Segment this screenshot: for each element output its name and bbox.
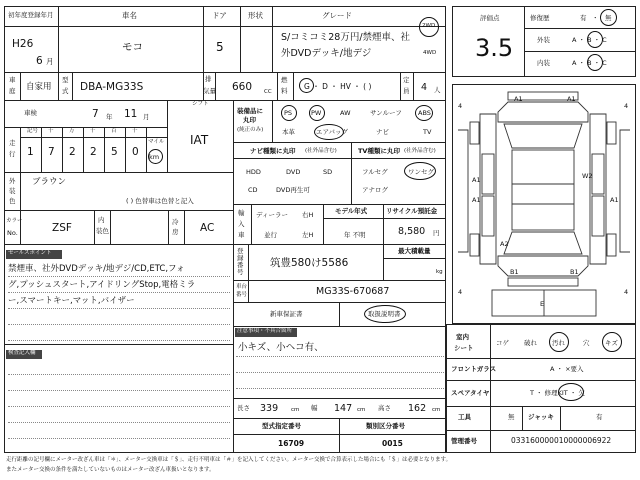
seat-tear: 破れ [524, 339, 537, 347]
glass-label: フロントガラス [451, 365, 497, 373]
car-outline-right-door-1 [592, 154, 604, 194]
navi-dvd-play: DVD再生可 [276, 186, 310, 194]
car-outline-rear-window [504, 232, 582, 254]
footer-line-1: 走行距離の記号欄にメーター改ざん車は「＊」、メーター交換車は「＄」、走行不明車は「＃」を記入してください。メーター交換で合算表示した場合にも「＄」は必要となります。 [6, 457, 452, 463]
interior-grades: A ・ B ・ C [572, 59, 607, 67]
mileage-digit: 7 [48, 146, 55, 158]
shift-value: IAT [190, 133, 209, 147]
mileage-digit-header: 十 [132, 128, 138, 134]
displacement: 660 [232, 81, 253, 93]
height-label: 高さ [378, 404, 391, 412]
displacement-label-b: 気量 [203, 87, 216, 95]
max-load-label: 最大積載量 [398, 247, 431, 255]
repair-label: 修復歴 [530, 14, 550, 22]
spare-kit-circle [558, 383, 584, 401]
car-outline-windshield [504, 124, 582, 148]
mileage-digit-header: 万 [69, 128, 75, 134]
score-value: 3.5 [475, 34, 514, 62]
first-reg-year: H26 [12, 38, 34, 50]
usage-label-a: 車 [9, 76, 16, 84]
import-right-h: 右H [302, 211, 314, 219]
shift-label: シフト [192, 101, 209, 107]
color-label-b: 装 [9, 187, 16, 195]
equip-aw: AW [340, 109, 351, 117]
fuel-label-b: 料 [281, 87, 288, 95]
length-value: 339 [260, 403, 279, 414]
car-name: モコ [122, 41, 143, 53]
wheel-front-right [607, 122, 616, 144]
diag-label-a2: A2 [500, 240, 509, 248]
ac-label-a: 冷 [172, 218, 179, 226]
repair-yes: 有 [580, 14, 587, 22]
diag-label-b1-right: B1 [570, 268, 579, 276]
model-label-b: 式 [62, 87, 69, 95]
width-value: 147 [334, 403, 353, 414]
wheel-front-left [470, 122, 479, 144]
tv-oneseg: ワンセグ [408, 168, 434, 176]
first-reg-month: 6 [36, 55, 43, 67]
model-year-label: モデル年式 [335, 207, 368, 215]
sales-point-line-3: ー,スマートキー,マット,バイザー [8, 296, 135, 306]
category-value: 0015 [382, 439, 403, 448]
inspection-year: 7 [92, 108, 99, 120]
mgmt-value: 033160000010000006922 [511, 436, 612, 445]
width-unit: cm [357, 407, 366, 413]
notes-text: 小キズ、小ヘコ有、 [238, 342, 324, 353]
grade-line-2: 外DVDデッキ/地デジ [281, 48, 372, 59]
seat-label-b: シート [454, 344, 474, 352]
tool-value: 無 [508, 413, 515, 421]
diag-label-a1-left-b: A1 [472, 196, 481, 204]
height-value: 162 [408, 403, 427, 414]
inspection-month: 11 [124, 108, 138, 120]
owner-manual: 取扱説明書 [368, 310, 401, 318]
damage-diagram [452, 84, 636, 324]
car-outline-right-door-2 [592, 196, 604, 236]
tv-type-title: TV種類に丸印 [358, 147, 400, 155]
mileage-digit-header: 十 [48, 128, 54, 134]
car-outline-left-door-1 [482, 154, 494, 194]
diag-label-tl: 4 [458, 102, 463, 110]
diag-label-b1-left: B1 [510, 268, 519, 276]
tv-fullseg: フルセグ [362, 168, 388, 176]
car-outline-front [498, 102, 588, 122]
first-reg-month-unit: 月 [46, 57, 54, 66]
notes-label: 注意事項・不具合箇所 [237, 328, 293, 334]
navi-dvd: DVD [286, 168, 301, 176]
rear-bumper [508, 278, 578, 286]
width-label: 幅 [311, 404, 318, 412]
sales-point-label: セールスポイント [8, 250, 52, 256]
interior-b-circle [587, 54, 603, 71]
displacement-unit: CC [264, 89, 272, 95]
category-label: 類別区分番号 [366, 422, 405, 430]
fuel-label-a: 燃 [281, 76, 288, 84]
equipment-label-b: 丸印 [243, 116, 256, 124]
km-circle [148, 149, 163, 164]
equip-abs: ABS [418, 109, 431, 117]
type-spec-value: 16709 [278, 439, 305, 448]
chassis-label-b: 番号 [236, 292, 248, 298]
max-load-unit: kg [436, 269, 443, 275]
car-name-label: 車名 [122, 11, 137, 20]
car-outline-roof [512, 150, 574, 230]
equip-ps: PS [284, 109, 293, 117]
fuel-options: G ・ D ・ HV ・ ( ) [304, 82, 372, 91]
equip-pw: PW [311, 109, 322, 117]
equip-sunroof: サンルーフ [370, 109, 402, 117]
seat-label-a: 室内 [456, 333, 469, 341]
grade-line-1: S/コミコミ28万円/禁煙車、社 [281, 32, 411, 43]
seat-scratch: キズ [605, 339, 618, 347]
side-view-left [458, 130, 468, 252]
seat-hole: 穴 [583, 339, 590, 347]
wheel-rear-left [470, 234, 479, 256]
spare-options: T ・ 修理KIT ・ 欠 [530, 389, 585, 397]
glass-options: A ・ ×要入 [550, 365, 584, 373]
jack-value: 有 [596, 413, 603, 421]
mileage-digit: 5 [111, 146, 118, 158]
diag-label-a1-left-a: A1 [472, 176, 481, 184]
import-left-h: 左H [302, 231, 314, 239]
length-label: 長さ [237, 404, 250, 412]
interior-color-label-b: 装色 [96, 227, 109, 235]
capacity-label-a: 定 [403, 76, 410, 84]
mileage-digit: 2 [69, 146, 76, 158]
seat-stain: 汚れ [552, 339, 565, 347]
mileage-unit-km: km [149, 153, 160, 161]
registration-label-d: 号 [237, 268, 244, 276]
exterior-grades: A ・ B ・ C [572, 36, 607, 44]
length-unit: cm [291, 407, 300, 413]
equip-tv: TV [423, 128, 432, 136]
sales-point-line-2: グ,プッシュスタート,アイドリングStop,電格ミラ [8, 280, 196, 290]
import-label-b: 入 [238, 220, 245, 228]
shape-label: 形状 [248, 11, 263, 20]
inspection-year-unit: 年 [106, 113, 113, 121]
mileage-digit: 1 [27, 146, 34, 158]
diag-label-a1-top-right: A1 [567, 95, 576, 103]
interior-color-label-a: 内 [98, 216, 105, 224]
chassis-label-a: 車台 [236, 284, 248, 290]
footer-line-2: またメーター交換の条件を満たしていないものはメーター改ざん車扱いとなります。 [6, 467, 215, 473]
seat-burn: コゲ [496, 339, 509, 347]
exterior-b-circle [587, 31, 603, 48]
equipment-label-a: 装備品に [237, 107, 263, 115]
first-reg-label: 初年度登録年月 [8, 11, 54, 19]
diag-label-a1-top-left: A1 [514, 95, 523, 103]
capacity-unit: 人 [434, 86, 441, 94]
capacity: 4 [421, 82, 428, 93]
diag-label-br: 4 [624, 288, 629, 296]
navi-cd: CD [248, 186, 258, 194]
recycle-label: リサイクル預託金 [386, 207, 438, 215]
registration-label-a: 登 [237, 247, 244, 255]
ac-label-b: 房 [172, 228, 179, 236]
equip-airbag: エアバッグ [316, 128, 348, 136]
chassis-number: MG33S-670687 [316, 286, 390, 297]
car-outline-left-door-2 [482, 196, 494, 236]
tv-analog: アナログ [362, 186, 388, 194]
model-code: DBA-MG33S [80, 81, 144, 93]
color-no-label-b: No. [7, 229, 18, 237]
diag-label-e: E [540, 300, 545, 308]
side-view-right [620, 130, 630, 252]
interior-grade-label: 内装 [537, 59, 550, 67]
mileage-label-b: 行 [9, 150, 16, 158]
equip-leather: 本革 [282, 128, 295, 136]
diag-label-a1-right: A1 [610, 196, 619, 204]
navi-type-title: ナビ種類に丸印 [250, 147, 296, 155]
import-label-c: 車 [238, 231, 245, 239]
fuel-selected-circle [299, 78, 314, 93]
diag-label-bl: 4 [458, 288, 463, 296]
mileage-digit: 2 [90, 146, 97, 158]
recycle-unit: 円 [433, 229, 440, 237]
jack-label: ジャッキ [528, 413, 554, 421]
spare-label: スペアタイヤ [451, 389, 490, 397]
registration-label-b: 録 [237, 254, 244, 262]
mileage-unit-mile: マイル [148, 139, 165, 145]
equipment-label-c: (純正のみ) [237, 127, 264, 133]
mileage-digit-header: 千 [90, 128, 96, 134]
mileage-digit: 0 [132, 146, 139, 158]
registration-number: 筑豊580け5586 [270, 257, 349, 269]
score-label: 評価点 [480, 14, 500, 22]
door-count: 5 [216, 40, 224, 54]
mileage-label-a: 走 [9, 139, 16, 147]
navi-hdd: HDD [246, 168, 261, 176]
mileage-digit-header: 記号 [27, 128, 39, 134]
registration-label-c: 番 [237, 261, 244, 269]
color-label-a: 外 [9, 177, 16, 185]
navi-type-note: (社外品含む) [305, 148, 337, 154]
model-label-a: 型 [62, 76, 69, 84]
wheel-rear-right [607, 234, 616, 256]
inspection-label: 車検 [24, 109, 37, 117]
door-label: ドア [212, 11, 227, 20]
inspector-comment-label: 検査記入欄 [8, 350, 36, 356]
color-label-c: 色 [9, 197, 16, 205]
displacement-label-a: 排 [205, 75, 212, 83]
mgmt-label: 管理番号 [451, 437, 477, 445]
navi-sd: SD [323, 168, 333, 176]
model-year-value: 年 不明 [344, 231, 366, 239]
type-spec-label: 型式指定番号 [262, 422, 301, 430]
color-note: ( ) 色替車は色替と記入 [126, 197, 194, 205]
warranty-book: 新車保証書 [270, 310, 303, 318]
color-no-label-a: カラー [6, 218, 23, 224]
color-no: ZSF [52, 222, 72, 234]
diag-label-w2: W2 [582, 172, 593, 180]
height-unit: cm [432, 407, 441, 413]
drive-2wd: 2WD [422, 23, 436, 29]
import-dealer: ディーラー [256, 211, 288, 219]
tool-label: 工具 [458, 413, 471, 421]
inspection-month-unit: 月 [143, 113, 150, 121]
exterior-grade-label: 外装 [537, 36, 550, 44]
grade-label: グレード [322, 11, 352, 20]
import-parallel: 並行 [264, 231, 277, 239]
color-value: ブラウン [32, 177, 67, 187]
drive-4wd: 4WD [423, 50, 437, 56]
equip-navi: ナビ [376, 128, 389, 136]
tv-type-note: (社外品含む) [404, 148, 436, 154]
import-label-a: 輸 [238, 209, 245, 217]
diag-label-tr: 4 [624, 102, 629, 110]
ac-value: AC [200, 222, 215, 234]
usage-label-b: 庭 [9, 87, 16, 95]
sales-point-line-1: 禁煙車、社外DVDデッキ/地デジ/CD,ETC,フォ [8, 264, 185, 274]
recycle-value: 8,580 [398, 226, 426, 237]
usage: 自家用 [26, 82, 52, 92]
mileage-digit-header: 百 [111, 128, 117, 134]
capacity-label-b: 員 [403, 87, 410, 95]
repair-no: 無 [605, 14, 612, 22]
repair-sep: ・ [592, 14, 599, 22]
